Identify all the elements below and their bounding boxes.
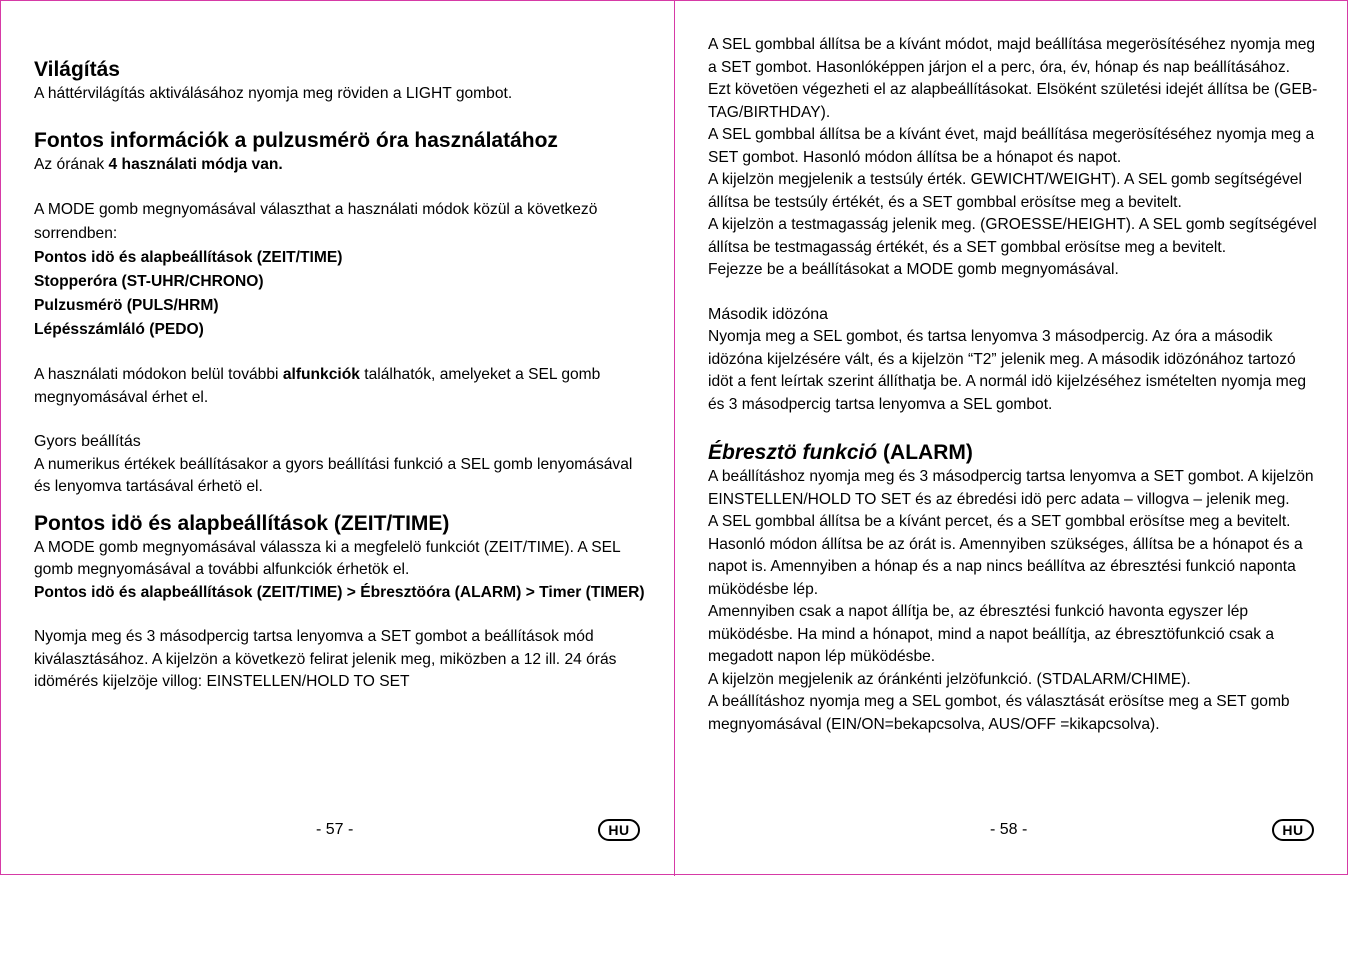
time-settings-path: Pontos idö és alapbeállítások (ZEIT/TIME) > Ébresztöóra (ALARM) > Timer (TIMER) <box>34 583 645 601</box>
setting-paragraph: Fejezze be a beállításokat a MODE gomb megnyomásával. <box>708 261 1119 278</box>
page-58 <box>708 0 1320 736</box>
language-badge: HU <box>598 819 640 841</box>
language-badge: HU <box>1272 819 1314 841</box>
page-divider <box>674 0 675 876</box>
alarm-paragraph: A kijelzön megjelenik az óránkénti jelzöfunkció. (STDALARM/CHIME). <box>708 670 1191 688</box>
modes-intro <box>34 154 646 177</box>
modes-intro-text: Az órának <box>34 155 109 173</box>
time-settings-instructions: Nyomja meg és 3 másodpercig tartsa lenyomva a SET gombot a beállítások mód kiválasztásához. A kijelzön a következö felirat jelenik meg, miközben a 12 ill. 24 órás idömérés kijelzöje villog: EINSTELLEN/HOLD TO SET <box>34 628 617 690</box>
modes-intro-bold: 4 használati módja van. <box>108 155 283 173</box>
mode-item: Pulzusmérö (PULS/HRM) <box>34 297 219 314</box>
alarm-paragraph: A SEL gombbal állítsa be a kívánt percet, és a SET gombbal erösítse meg a bevitelt. Hasonló módon állítsa be az órát is. Amennyiben szükséges, állítsa be a hónapot és a napot is. Amennyiben a hónap és a nap nincs beállítva az ébresztési funkció naponta müködésbe lép. <box>708 513 1303 598</box>
subfunctions-keyword: alfunkciók <box>282 366 360 383</box>
alarm-title-italic: Ébresztö funkció <box>708 441 878 464</box>
setting-paragraph: A SEL gombbal állítsa be a kívánt évet, majd beállítása megerösítéséhez nyomja meg a SET gombot. Hasonló módon állítsa be a hónapot és napot. <box>708 126 1315 166</box>
page-number-57: - 57 - <box>316 821 354 838</box>
second-timezone-text: Nyomja meg a SEL gombot, és tartsa lenyomva 3 másodpercig. Az óra a második idözóna kijelzésére vált, és a kijelzön “T2” jelenik meg. A második idözónához tartozó idöt a fent leírtak szerint állíthatja be. A normál idö kijelzéséhez ismételten nyomja meg és 3 másodpercig tartsa lenyomva a SEL gombot. <box>708 328 1307 413</box>
heading-alarm <box>708 440 1320 466</box>
setting-paragraph: A kijelzön megjelenik a testsúly érték. GEWICHT/WEIGHT). A SEL gomb segítségével állítsa be testsúly értékét, és a SET gombbal erösítse meg a bevitelt. <box>708 171 1302 211</box>
alarm-paragraph: Amennyiben csak a napot állítja be, az ébresztési funkció havonta egyszer lép müködésbe. Ha mind a hónapot, mind a napot beállítja, az ébresztöfunkció csak a megadott napon lép müködésbe. <box>708 603 1275 665</box>
lighting-text: A háttérvilágítás aktiválásához nyomja meg röviden a LIGHT gombot. <box>34 85 513 102</box>
mode-item: Pontos idö és alapbeállítások (ZEIT/TIME) <box>34 249 343 266</box>
alarm-title-suffix: (ALARM) <box>877 441 973 464</box>
setting-paragraph: Ezt követöen végezheti el az alapbeállításokat. Elsöként születési idejét állítsa be (GEB-TAG/BIRTHDAY). <box>708 81 1318 121</box>
mode-item: Stopperóra (ST-UHR/CHRONO) <box>34 273 264 290</box>
subfunctions-text <box>34 364 646 409</box>
heading-time-settings: Pontos idö és alapbeállítások (ZEIT/TIME) <box>34 511 450 535</box>
subfunctions-text-a: A használati módokon belül további <box>34 366 283 383</box>
subheading-second-timezone: Második idözóna <box>708 305 829 323</box>
subheading-quick-setting: Gyors beállítás <box>34 433 141 450</box>
alarm-paragraph: A beállításhoz nyomja meg és 3 másodpercig tartsa lenyomva a SET gombot. A kijelzön EINSTELLEN/HOLD TO SET és az ébredési idö perc adata – villogva – jelenik meg. <box>708 468 1314 508</box>
quick-setting-text: A numerikus értékek beállításakor a gyors beállítási funkció a SEL gomb lenyomásával és lenyomva tartásával érhetö el. <box>34 455 633 495</box>
time-settings-text: A MODE gomb megnyomásával válassza ki a megfelelö funkciót (ZEIT/TIME). A SEL gomb megnyomásával a további alfunkciók érhetök el. <box>34 538 621 578</box>
modes-order-text: A MODE gomb megnyomásával választhat a használati módok közül a következö sorrendben: <box>34 201 598 242</box>
setting-paragraph: A kijelzön a testmagasság jelenik meg. (GROESSE/HEIGHT). A SEL gomb segítségével állítsa be testmagasság értékét, és a SET gombbal erösítse meg a bevitelt. <box>708 216 1317 256</box>
setting-paragraph: A SEL gombbal állítsa be a kívánt módot, majd beállítása megerösítéséhez nyomja meg a SET gombot. Hasonlóképpen járjon el a perc, óra, év, hónap és nap beállításához. <box>708 36 1316 76</box>
heading-important-info: Fontos információk a pulzusmérö óra használatához <box>34 128 558 152</box>
page-number-58: - 58 - <box>990 821 1028 838</box>
heading-lighting: Világítás <box>34 58 120 81</box>
alarm-paragraph: A beállításhoz nyomja meg a SEL gombot, és választását erösítse meg a SET gomb megnyomásával (EIN/ON=bekapcsolva, AUS/OFF =kikapcsolva). <box>708 693 1290 733</box>
page-57 <box>34 0 646 694</box>
subfunctions-text-c: találhatók, amelyeket a SEL gomb megnyomásával érhet el. <box>34 366 601 406</box>
mode-item: Lépésszámláló (PEDO) <box>34 321 204 338</box>
